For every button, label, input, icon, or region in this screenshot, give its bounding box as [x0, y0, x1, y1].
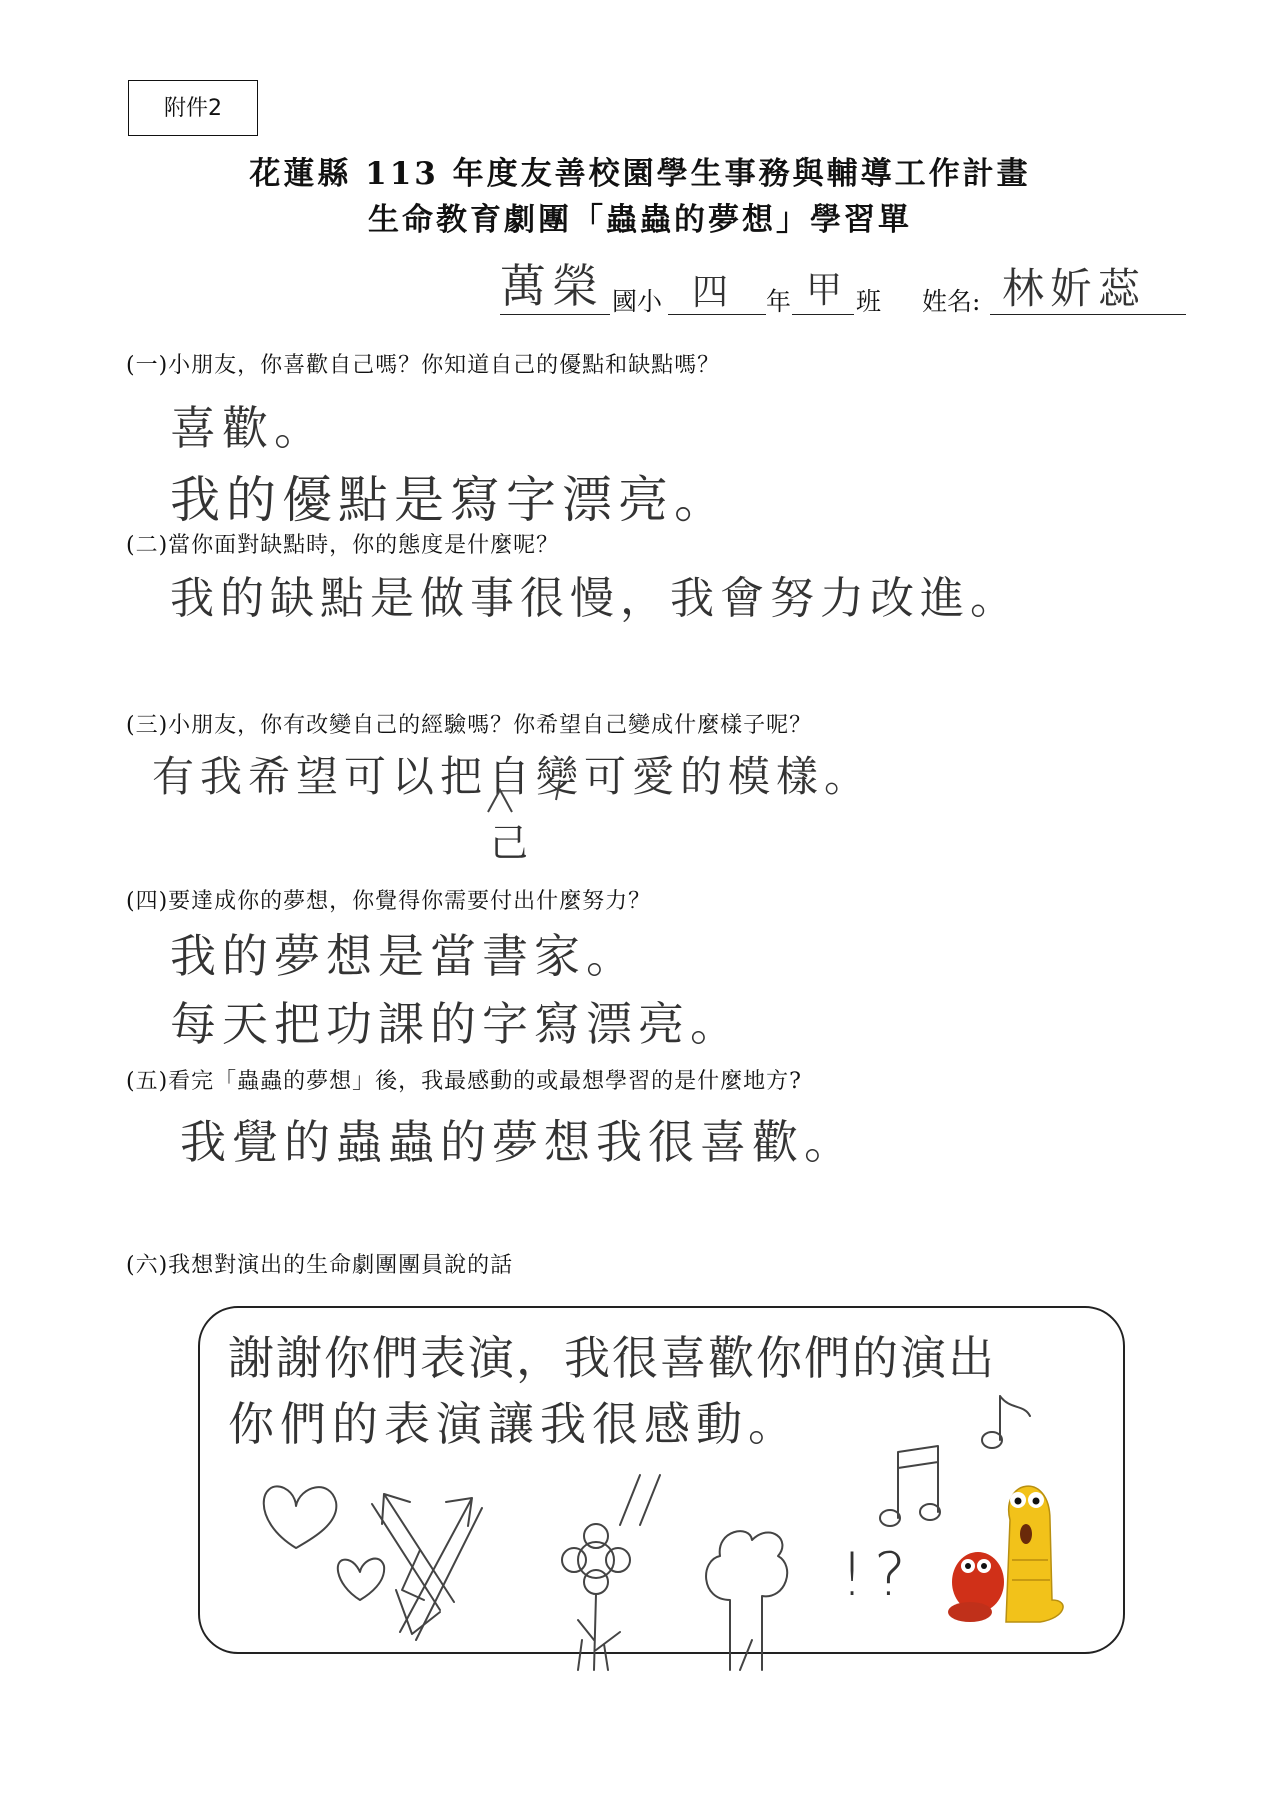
- school-suffix: 國小: [612, 287, 663, 316]
- attachment-label: 附件2: [128, 80, 258, 136]
- grade-handwritten: 四: [692, 272, 735, 313]
- message-line-1: 謝謝你們表演，我很喜歡你們的演出: [228, 1331, 996, 1385]
- answer-1-line-2: 我的優點是寫字漂亮。: [170, 471, 730, 529]
- question-2: (二)當你面對缺點時，你的態度是什麼呢？: [126, 533, 560, 558]
- document-subtitle: 生命教育劇團「蟲蟲的夢想」學習單: [368, 202, 912, 238]
- message-line-2: 你們的表演讓我很感動。: [228, 1397, 800, 1451]
- answer-5-line-1: 我覺的蟲蟲的夢想我很喜歡。: [180, 1115, 856, 1169]
- grade-suffix: 年: [766, 287, 792, 316]
- document-title: 花蓮縣 113 年度友善校園學生事務與輔導工作計畫: [249, 156, 1031, 192]
- question-3: (三)小朋友，你有改變自己的經驗嗎？你希望自己變成什麼樣子呢？: [126, 713, 813, 738]
- answer-4-line-1: 我的夢想是當書家。: [170, 929, 638, 983]
- name-label: 姓名:: [922, 287, 981, 316]
- answer-3-line-1: 有我希望可以把自變可愛的模樣。: [152, 752, 873, 801]
- exclamation-question-doodle: !?: [840, 1540, 916, 1610]
- answer-3-insertion: 己: [490, 821, 535, 865]
- answer-2-line-1: 我的缺點是做事很慢，我會努力改進。: [170, 573, 1020, 624]
- question-6: (六)我想對演出的生命劇團團員說的話: [126, 1253, 514, 1278]
- class-suffix: 班: [856, 287, 882, 316]
- name-handwritten: 林妡蕊: [1002, 264, 1147, 313]
- school-handwritten: 萬榮: [500, 259, 604, 313]
- answer-1-line-1: 喜歡。: [170, 401, 326, 455]
- larva-cartoon-icon: [0, 0, 1, 1]
- question-5: (五)看完「蟲蟲的夢想」後，我最感動的或最想學習的是什麼地方?: [126, 1069, 802, 1094]
- question-4: (四)要達成你的夢想，你覺得你需要付出什麼努力？: [126, 889, 652, 914]
- question-1: (一)小朋友，你喜歡自己嗎？你知道自己的優點和缺點嗎？: [126, 353, 721, 378]
- answer-4-line-2: 每天把功課的字寫漂亮。: [170, 997, 742, 1051]
- class-handwritten: 甲: [806, 270, 849, 311]
